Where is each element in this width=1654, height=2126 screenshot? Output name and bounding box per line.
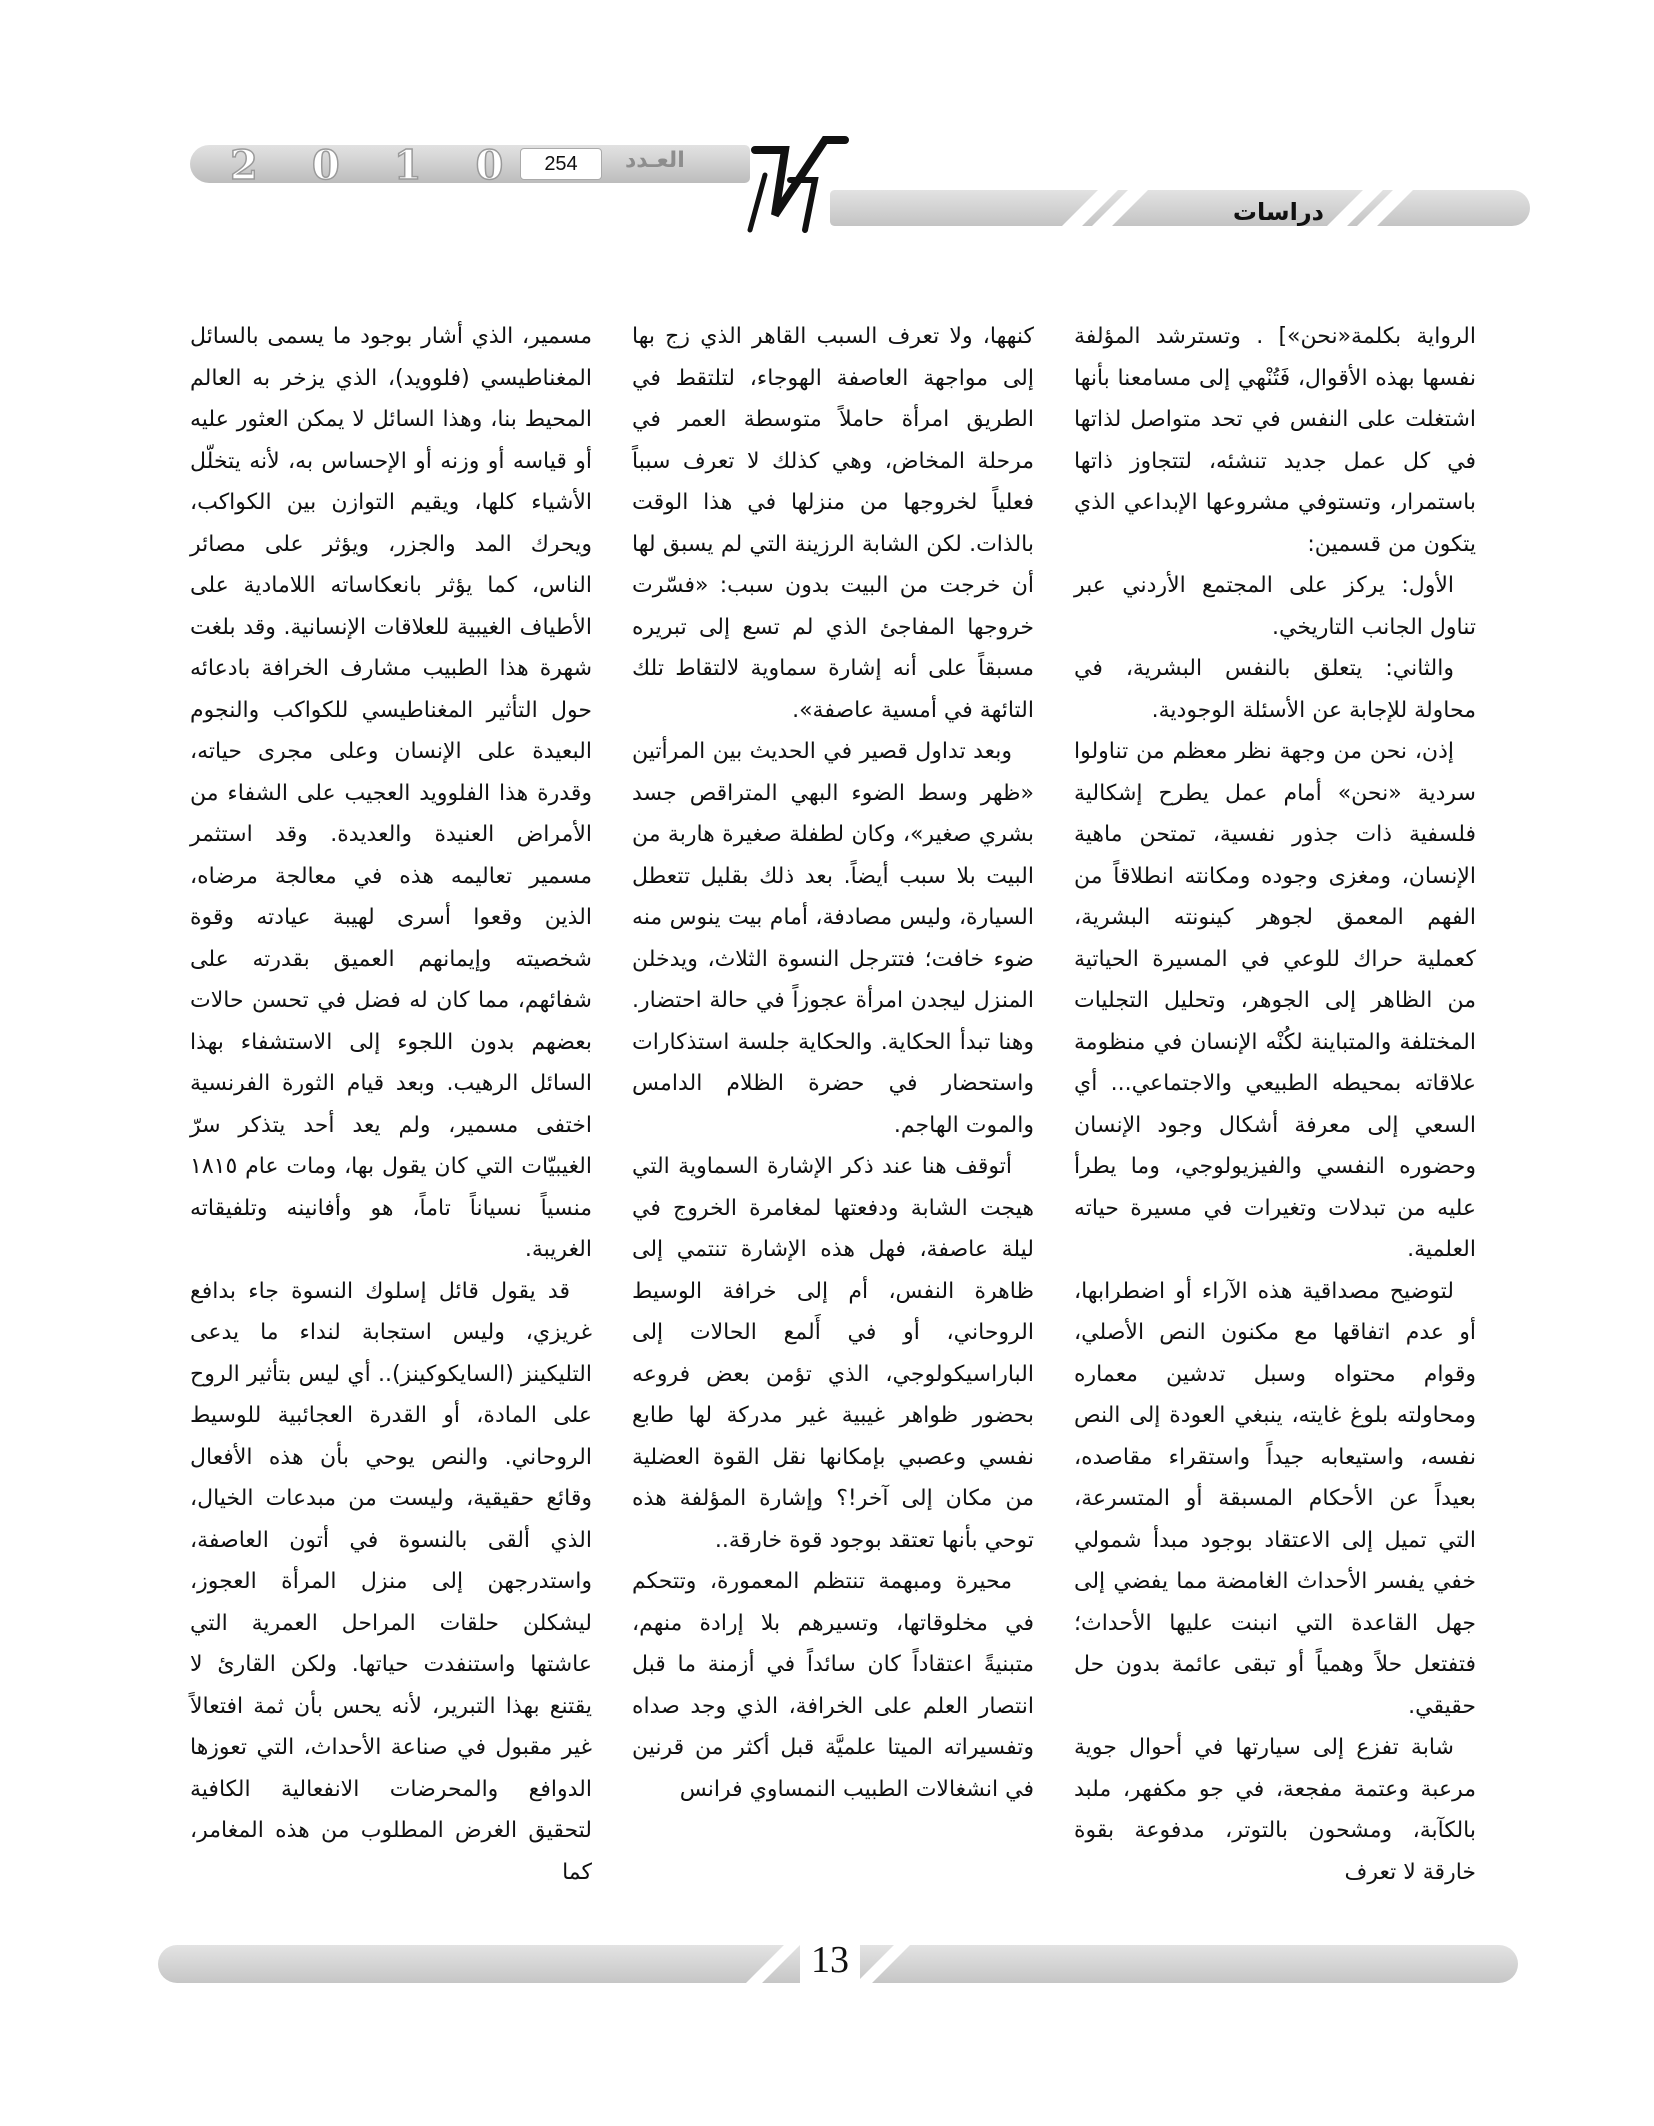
column-right xyxy=(1074,316,1476,1893)
paragraph: الأول: يركز على المجتمع الأردني عبر تناول الجانب التاريخي. xyxy=(1074,573,1476,640)
issue-number: 254 xyxy=(520,148,602,180)
paragraph: لتوضيح مصداقية هذه الآراء أو اضطرابها، أو عدم اتفاقها مع مكنون النص الأصلي، وقوام محتواه وسبل تدشين معماره ومحاولته بلوغ غايته، ينبغي العودة إلى النص نفسه، واستيعابه جيداً واستقراء مقاصده، بعيداً عن الأحكام المسبقة أو المتسرعة، التي تميل إلى الاعتقاد بوجود مبدأ شمولي خفي يفسر الأحداث الغامضة مما يفضي إلى جهل القاعدة التي انبنت عليها الأحداث؛ فتفتعل حلاً وهمياً أو تبقى عائمة بدون حل حقيقي. xyxy=(1074,1278,1476,1719)
year-digit: 1 xyxy=(393,142,424,189)
paragraph: إذن، نحن من وجهة نظر معظم من تناولوا سردية «نحن» أمام عمل يطرح إشكالية فلسفية ذات جذور نفسية، تمتحن ماهية الإنسان، ومغزى وجوده ومكانته انطلاقاً من الفهم المعمق لجوهر كينونته البشرية، كعملية حراك للوعي في المسيرة الحياتية من الظاهر إلى الجوهر، وتحليل التجليات المختلفة والمتباينة لكُنْه الإنسان في منظومة علاقاته بمحيطه الطبيعي والاجتماعي... أي السعي إلى معرفة أشكال وجود الإنسان وحضوره النفسي والفيزيولوجي، وما يطرأ عليه من تبدلات وتغيرات في مسيرة حياته العلمية. xyxy=(1074,739,1476,1262)
paragraph: كنهها، ولا تعرف السبب القاهر الذي زج بها إلى مواجهة العاصفة الهوجاء، لتلتقط في الطريق امرأة حاملاً متوسطة العمر في مرحلة المخاض، وهي كذلك لا تعرف سبباً فعلياً لخروجها من منزلها في هذا الوقت بالذات. لكن الشابة الرزينة التي لم يسبق لها أن خرجت من البيت بدون سبب: «فسّرت خروجها المفاجئ الذي لم تسع إلى تبريره مسبقاً على أنه إشارة سماوية لالتقاط تلك التائهة في أمسية عاصفة». xyxy=(632,324,1034,723)
section-title: دراسات xyxy=(1232,198,1324,226)
year-digit: 0 xyxy=(311,142,342,189)
paragraph: وبعد تداول قصير في الحديث بين المرأتين «ظهر وسط الضوء البهي المتراقص جسد بشري صغير»، وكان لطفلة صغيرة هاربة من البيت بلا سبب أيضاً. بعد ذلك بقليل تتعطل السيارة، وليس مصادفة، أمام بيت ينوس منه ضوء خافت؛ فتترجل النسوة الثلاث، ويدخلن المنزل ليجدن امرأة عجوزاً في حالة احتضار. وهنا تبدأ الحكاية. والحكاية جلسة استذكارات واستحضار في حضرة الظلام الدامس والموت الهاجم. xyxy=(632,739,1034,1138)
issue-label: العـدد xyxy=(625,148,685,173)
section-band xyxy=(830,190,1530,226)
paragraph: شابة تفزع إلى سيارتها في أحوال جوية مرعبة وعتمة مفجعة، في جو مكفهر، ملبد بالكآبة، ومشحون بالتوتر، مدفوعة بقوة خارقة لا تعرف xyxy=(1074,1735,1476,1885)
column-left xyxy=(190,316,592,1893)
paragraph: أتوقف هنا عند ذكر الإشارة السماوية التي هيجت الشابة ودفعتها لمغامرة الخروج في ليلة عاصفة، فهل هذه الإشارة تنتمي إلى ظاهرة النفس، أم إلى خرافة الوسيط الروحاني، أو في أَلمع الحالات إلى الباراسيكولوجي، الذي تؤمن بعض فروعه بحضور ظواهر غيبية غير مدركة لها طابع نفسي وعصبي بإمكانها نقل القوة العضلية من مكان إلى آخر!؟ وإشارة المؤلفة هذه توحي بأنها تعتقد بوجود قوة خارقة.. xyxy=(632,1154,1034,1553)
paragraph: محيرة ومبهمة تنتظم المعمورة، وتتحكم في مخلوقاتها، وتسيرهم بلا إرادة منهم، متبنيةً اعتقاداً كان سائداً في أزمنة ما قبل انتصار العلم على الخرافة، الذي وجد صداه وتفسيراته الميتا علميَّة قبل أكثر من قرنين في انشغالات الطبيب النمساوي فرانس xyxy=(632,1569,1034,1802)
paragraph: الرواية بكلمة«نحن»] . وتسترشد المؤلفة نفسها بهذه الأقوال، فَتُنْهي إلى مسامعنا بأنها اشتغلت على النفس في تحد متواصل لذاتها في كل عمل جديد تنشئه، لتتجاوز ذاتها باستمرار، وتستوفي مشروعها الإبداعي الذي يتكون من قسمين: xyxy=(1074,324,1476,557)
paragraph: مسمير، الذي أشار بوجود ما يسمى بالسائل المغناطيسي (فلوويد)، الذي يزخر به العالم المحيط بنا، وهذا السائل لا يمكن العثور عليه أو قياسه أو وزنه أو الإحساس به، لأنه يتخلّل الأشياء كلها، ويقيم التوازن بين الكواكب، ويحرك المد والجزر، ويؤثر على مصائر الناس، كما يؤثر بانعكاساته اللامادية على الأطياف الغيبية للعلاقات الإنسانية. وقد بلغت شهرة هذا الطبيب مشارف الخرافة بادعائه حول التأثير المغناطيسي للكواكب والنجوم البعيدة على الإنسان وعلى مجرى حياته، وقدرة هذا الفلوويد العجيب على الشفاء من الأمراض العنيدة والعديدة. وقد استثمر مسمير تعاليمه هذه في معالجة مرضاه، الذين وقعوا أسرى لهيبة عيادته وقوة شخصيته وإيمانهم العميق بقدرته على شفائهم، مما كان له فضل في تحسن حالات بعضهم بدون اللجوء إلى الاستشفاء بهذا السائل الرهيب. وبعد قيام الثورة الفرنسية اختفى مسمير، ولم يعد أحد يتذكر سرّ الغيبيّات التي كان يقول بها، ومات عام ١٨١٥ منسياً نسياناً تاماً، هو وأفانينه وتلفيقاته الغريبة. xyxy=(190,324,592,1262)
column-middle xyxy=(632,316,1034,1810)
issue-year xyxy=(230,142,505,189)
year-digit: 0 xyxy=(475,142,506,189)
paragraph: قد يقول قائل إسلوك النسوة جاء بدافع غريزي، وليس استجابة لنداء ما يدعى التليكينز (السايكوكينز).. أي ليس بتأثير الروح على المادة، أو القدرة العجائبية للوسيط الروحاني. والنص يوحي بأن هذه الأفعال وقائع حقيقية، وليست من مبدعات الخيال، الذي ألقى بالنسوة في أتون العاصفة، واستدرجهن إلى منزل المرأة العجوز، ليشكلن حلقات المراحل العمرية التي عاشتها واستنفدت حياتها. ولكن القارئ لا يقتنع بهذا التبرير، لأنه يحس بأن ثمة افتعالاً غير مقبول في صناعة الأحداث، التي تعوزها الدوافع والمحرضات الانفعالية الكافية لتحقيق الغرض المطلوب من هذه المغامر، كما xyxy=(190,1278,592,1885)
page-number: 13 xyxy=(800,1930,860,1990)
article-body xyxy=(190,316,1476,1885)
paragraph: والثاني: يتعلق بالنفس البشرية، في محاولة للإجابة عن الأسئلة الوجودية. xyxy=(1074,656,1476,723)
magazine-logo xyxy=(745,120,855,240)
year-digit: 2 xyxy=(230,142,260,189)
